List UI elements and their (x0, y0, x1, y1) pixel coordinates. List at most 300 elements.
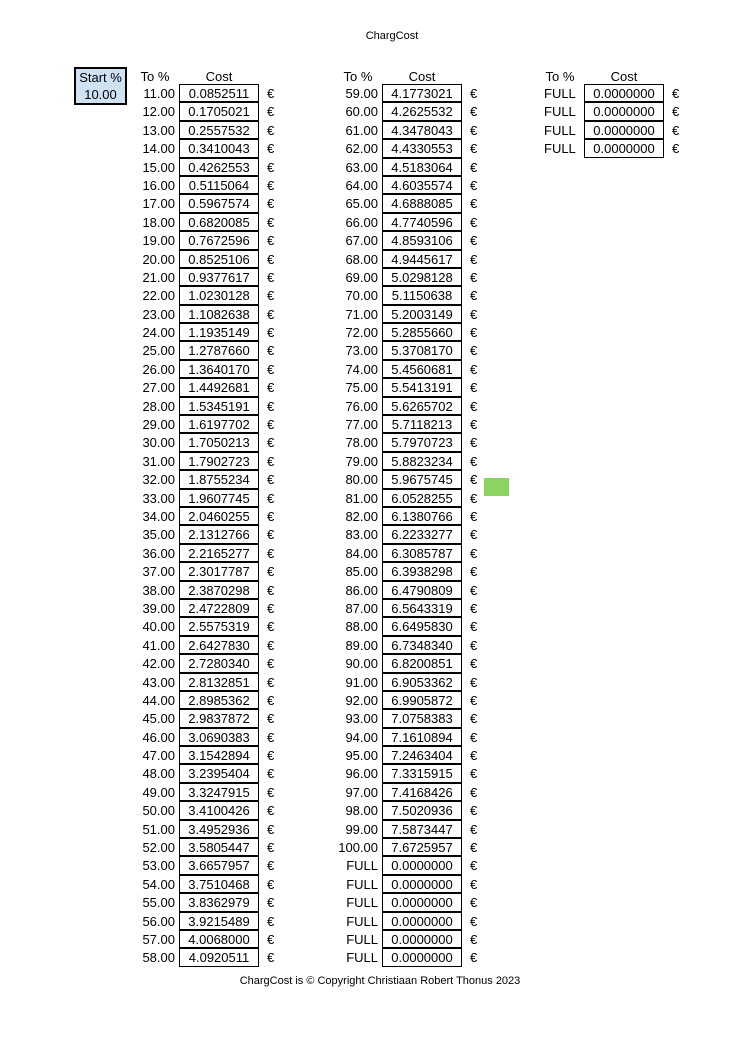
euro-sign: € (267, 325, 275, 341)
cost-cell[interactable]: 0.7672596 (179, 231, 259, 249)
euro-sign: € (267, 637, 275, 653)
cost-cell[interactable]: 3.1542894 (179, 746, 259, 764)
euro-sign: € (267, 950, 275, 966)
euro-sign: € (267, 619, 275, 635)
euro-sign: € (470, 361, 478, 377)
cost-cell[interactable]: 6.8200851 (382, 654, 462, 672)
euro-sign: € (267, 582, 275, 598)
cost-cell[interactable]: 3.8362979 (179, 893, 259, 911)
cost-cell[interactable]: 2.8985362 (179, 691, 259, 709)
to-percent-cell: 33.00 (142, 490, 175, 506)
to-percent-cell: 39.00 (142, 600, 175, 616)
cost-cell[interactable]: 5.0298128 (382, 268, 462, 286)
cost-cell[interactable]: 7.1610894 (382, 728, 462, 746)
cost-cell[interactable]: 0.0000000 (584, 121, 664, 139)
cost-cell[interactable]: 7.3315915 (382, 764, 462, 782)
start-percent-label: Start % (79, 70, 122, 85)
to-percent-header: To % (343, 69, 373, 84)
euro-sign: € (470, 637, 478, 653)
euro-sign: € (470, 931, 478, 947)
to-percent-cell: FULL (544, 86, 576, 101)
to-percent-cell: 68.00 (345, 251, 378, 267)
cost-cell[interactable]: 1.1935149 (179, 323, 259, 341)
euro-sign: € (470, 895, 478, 911)
cost-cell[interactable]: 2.3017787 (179, 562, 259, 580)
cost-cell[interactable]: 6.6495830 (382, 617, 462, 635)
to-percent-cell: 98.00 (345, 803, 378, 819)
to-percent-cell: 56.00 (142, 913, 175, 929)
euro-sign: € (470, 913, 478, 929)
cost-cell[interactable]: 6.9053362 (382, 673, 462, 691)
euro-sign: € (470, 159, 478, 175)
euro-sign: € (267, 435, 275, 451)
cost-cell[interactable]: 0.0000000 (584, 139, 664, 157)
cost-cell[interactable]: 1.5345191 (179, 397, 259, 415)
cost-cell[interactable]: 4.0920511 (179, 948, 259, 966)
cost-cell[interactable]: 7.6725957 (382, 838, 462, 856)
to-percent-cell: 20.00 (142, 251, 175, 267)
to-percent-cell: 27.00 (142, 380, 175, 396)
euro-sign: € (267, 729, 275, 745)
to-percent-cell: 43.00 (142, 674, 175, 690)
cost-cell[interactable]: 3.4100426 (179, 801, 259, 819)
euro-sign: € (470, 233, 478, 249)
to-percent-cell: 88.00 (345, 619, 378, 635)
cost-cell[interactable]: 1.4492681 (179, 378, 259, 396)
to-percent-cell: 86.00 (345, 582, 378, 598)
cost-cell[interactable]: 0.0852511 (179, 84, 259, 102)
euro-sign: € (470, 453, 478, 469)
euro-sign: € (267, 895, 275, 911)
cost-cell[interactable]: 7.5020936 (382, 801, 462, 819)
euro-sign: € (267, 527, 275, 543)
to-percent-cell: FULL (346, 950, 378, 966)
to-percent-cell: 99.00 (345, 821, 378, 837)
euro-sign: € (267, 840, 275, 856)
euro-sign: € (470, 251, 478, 267)
cost-cell[interactable]: 2.5575319 (179, 617, 259, 635)
cost-cell[interactable]: 4.2625532 (382, 102, 462, 120)
euro-sign: € (267, 766, 275, 782)
euro-sign: € (470, 784, 478, 800)
to-percent-cell: 93.00 (345, 711, 378, 727)
to-percent-cell: 17.00 (142, 196, 175, 212)
euro-sign: € (470, 674, 478, 690)
cost-cell[interactable]: 0.9377617 (179, 268, 259, 286)
to-percent-cell: 89.00 (345, 637, 378, 653)
euro-sign: € (267, 417, 275, 433)
to-percent-cell: 81.00 (345, 490, 378, 506)
to-percent-cell: FULL (346, 858, 378, 874)
euro-sign: € (470, 545, 478, 561)
euro-sign: € (470, 214, 478, 230)
euro-sign: € (470, 692, 478, 708)
euro-sign: € (470, 619, 478, 635)
euro-sign: € (470, 490, 478, 506)
to-percent-cell: 47.00 (142, 748, 175, 764)
euro-sign: € (470, 656, 478, 672)
to-percent-cell: FULL (544, 141, 576, 157)
euro-sign: € (267, 600, 275, 616)
euro-sign: € (470, 306, 478, 322)
cost-cell[interactable]: 6.3938298 (382, 562, 462, 580)
euro-sign: € (267, 913, 275, 929)
cost-cell[interactable]: 7.2463404 (382, 746, 462, 764)
cost-cell[interactable]: 3.4952936 (179, 820, 259, 838)
cost-cell[interactable]: 7.5873447 (382, 820, 462, 838)
euro-sign: € (470, 840, 478, 856)
to-percent-cell: 30.00 (142, 435, 175, 451)
cost-cell[interactable]: 6.9905872 (382, 691, 462, 709)
to-percent-cell: 67.00 (345, 233, 378, 249)
euro-sign: € (672, 122, 680, 138)
to-percent-cell: 59.00 (345, 86, 378, 101)
euro-sign: € (267, 269, 275, 285)
euro-sign: € (267, 472, 275, 488)
start-percent-value[interactable]: 10.00 (84, 87, 117, 102)
cost-cell[interactable]: 0.1705021 (179, 102, 259, 120)
to-percent-cell: 73.00 (345, 343, 378, 359)
to-percent-cell: 82.00 (345, 508, 378, 524)
cost-cell[interactable]: 0.0000000 (382, 912, 462, 930)
to-percent-cell: 53.00 (142, 858, 175, 874)
cost-cell[interactable]: 0.6820085 (179, 213, 259, 231)
cost-cell[interactable]: 5.5413191 (382, 378, 462, 396)
cost-cell[interactable]: 3.9215489 (179, 912, 259, 930)
to-percent-cell: 37.00 (142, 564, 175, 580)
cost-cell[interactable]: 2.7280340 (179, 654, 259, 672)
cost-cell[interactable]: 0.0000000 (382, 875, 462, 893)
to-percent-cell: 91.00 (345, 674, 378, 690)
cost-cell[interactable]: 6.5643319 (382, 599, 462, 617)
cost-cell[interactable]: 3.6657957 (179, 856, 259, 874)
to-percent-cell: 14.00 (142, 141, 175, 157)
cost-cell[interactable]: 2.2165277 (179, 544, 259, 562)
euro-sign: € (470, 380, 478, 396)
euro-sign: € (267, 821, 275, 837)
euro-sign: € (470, 729, 478, 745)
cost-cell[interactable]: 4.3478043 (382, 121, 462, 139)
to-percent-cell: 66.00 (345, 214, 378, 230)
euro-sign: € (470, 600, 478, 616)
to-percent-cell: 87.00 (345, 600, 378, 616)
to-percent-cell: 22.00 (142, 288, 175, 304)
cost-cell[interactable]: 7.0758383 (382, 709, 462, 727)
to-percent-cell: 97.00 (345, 784, 378, 800)
euro-sign: € (470, 398, 478, 414)
to-percent-cell: 49.00 (142, 784, 175, 800)
to-percent-cell: 94.00 (345, 729, 378, 745)
to-percent-cell: 15.00 (142, 159, 175, 175)
cost-cell[interactable]: 0.0000000 (382, 930, 462, 948)
euro-sign: € (470, 288, 478, 304)
to-percent-cell: 95.00 (345, 748, 378, 764)
euro-sign: € (267, 803, 275, 819)
to-percent-cell: 62.00 (345, 141, 378, 157)
cost-cell[interactable]: 2.6427830 (179, 636, 259, 654)
cost-cell[interactable]: 3.3247915 (179, 783, 259, 801)
cost-cell[interactable]: 1.7050213 (179, 433, 259, 451)
euro-sign: € (470, 86, 478, 101)
cost-cell[interactable]: 7.4168426 (382, 783, 462, 801)
cost-cell[interactable]: 0.3410043 (179, 139, 259, 157)
to-percent-cell: 60.00 (345, 104, 378, 120)
cost-cell[interactable]: 0.5115064 (179, 176, 259, 194)
euro-sign: € (267, 748, 275, 764)
cost-cell[interactable]: 0.4262553 (179, 158, 259, 176)
cost-header: Cost (408, 69, 436, 84)
euro-sign: € (267, 508, 275, 524)
euro-sign: € (267, 545, 275, 561)
to-percent-cell: 71.00 (345, 306, 378, 322)
to-percent-cell: FULL (544, 104, 576, 120)
cost-cell[interactable]: 4.8593106 (382, 231, 462, 249)
selected-row-marker (484, 478, 509, 496)
to-percent-cell: 51.00 (142, 821, 175, 837)
to-percent-cell: 35.00 (142, 527, 175, 543)
cost-cell[interactable]: 5.7118213 (382, 415, 462, 433)
cost-cell[interactable]: 1.6197702 (179, 415, 259, 433)
euro-sign: € (267, 490, 275, 506)
cost-cell[interactable]: 6.2233277 (382, 525, 462, 543)
to-percent-cell: 29.00 (142, 417, 175, 433)
cost-cell[interactable]: 2.9837872 (179, 709, 259, 727)
euro-sign: € (470, 564, 478, 580)
euro-sign: € (267, 214, 275, 230)
cost-cell[interactable]: 4.0068000 (179, 930, 259, 948)
to-percent-cell: 23.00 (142, 306, 175, 322)
to-percent-cell: 19.00 (142, 233, 175, 249)
cost-cell[interactable]: 0.0000000 (584, 102, 664, 120)
euro-sign: € (267, 674, 275, 690)
euro-sign: € (470, 582, 478, 598)
to-percent-cell: 79.00 (345, 453, 378, 469)
cost-cell[interactable]: 3.7510468 (179, 875, 259, 893)
euro-sign: € (267, 141, 275, 157)
to-percent-cell: 65.00 (345, 196, 378, 212)
to-percent-cell: 46.00 (142, 729, 175, 745)
to-percent-cell: 26.00 (142, 361, 175, 377)
cost-cell[interactable]: 5.1150638 (382, 286, 462, 304)
euro-sign: € (267, 233, 275, 249)
euro-sign: € (267, 159, 275, 175)
to-percent-cell: 42.00 (142, 656, 175, 672)
cost-cell[interactable]: 5.7970723 (382, 433, 462, 451)
cost-cell[interactable]: 4.7740596 (382, 213, 462, 231)
to-percent-cell: 24.00 (142, 325, 175, 341)
euro-sign: € (267, 858, 275, 874)
to-percent-cell: 40.00 (142, 619, 175, 635)
to-percent-cell: 38.00 (142, 582, 175, 598)
cost-cell[interactable]: 5.8823234 (382, 452, 462, 470)
to-percent-cell: 58.00 (142, 950, 175, 966)
euro-sign: € (267, 86, 275, 101)
euro-sign: € (470, 508, 478, 524)
to-percent-cell: 74.00 (345, 361, 378, 377)
to-percent-header: To % (545, 69, 575, 84)
euro-sign: € (267, 361, 275, 377)
to-percent-cell: 28.00 (142, 398, 175, 414)
to-percent-cell: 63.00 (345, 159, 378, 175)
to-percent-cell: 78.00 (345, 435, 378, 451)
cost-cell[interactable]: 1.8755234 (179, 470, 259, 488)
euro-sign: € (470, 527, 478, 543)
euro-sign: € (470, 325, 478, 341)
to-percent-cell: 85.00 (345, 564, 378, 580)
euro-sign: € (470, 196, 478, 212)
to-percent-cell: 45.00 (142, 711, 175, 727)
euro-sign: € (267, 398, 275, 414)
euro-sign: € (470, 177, 478, 193)
euro-sign: € (470, 269, 478, 285)
to-percent-cell: 57.00 (142, 931, 175, 947)
cost-cell[interactable]: 2.1312766 (179, 525, 259, 543)
euro-sign: € (470, 711, 478, 727)
to-percent-cell: 44.00 (142, 692, 175, 708)
to-percent-cell: 84.00 (345, 545, 378, 561)
to-percent-cell: 12.00 (142, 104, 175, 120)
euro-sign: € (470, 766, 478, 782)
cost-cell[interactable]: 1.7902723 (179, 452, 259, 470)
euro-sign: € (672, 104, 680, 120)
to-percent-cell: 52.00 (142, 840, 175, 856)
to-percent-cell: 41.00 (142, 637, 175, 653)
cost-cell[interactable]: 1.9607745 (179, 489, 259, 507)
to-percent-cell: 61.00 (345, 122, 378, 138)
euro-sign: € (267, 380, 275, 396)
to-percent-header: To % (140, 69, 170, 84)
cost-cell[interactable]: 2.4722809 (179, 599, 259, 617)
to-percent-cell: 80.00 (345, 472, 378, 488)
to-percent-cell: 11.00 (143, 86, 175, 101)
to-percent-cell: 50.00 (142, 803, 175, 819)
cost-cell[interactable]: 4.5183064 (382, 158, 462, 176)
to-percent-cell: 16.00 (142, 177, 175, 193)
to-percent-cell: 54.00 (142, 876, 175, 892)
euro-sign: € (267, 656, 275, 672)
euro-sign: € (470, 141, 478, 157)
euro-sign: € (470, 122, 478, 138)
cost-cell[interactable]: 0.0000000 (382, 893, 462, 911)
to-percent-cell: FULL (346, 876, 378, 892)
cost-cell[interactable]: 1.3640170 (179, 360, 259, 378)
euro-sign: € (470, 858, 478, 874)
cost-cell[interactable]: 6.7348340 (382, 636, 462, 654)
to-percent-cell: 77.00 (345, 417, 378, 433)
cost-cell[interactable]: 0.0000000 (382, 948, 462, 966)
euro-sign: € (267, 306, 275, 322)
cost-cell[interactable]: 3.5805447 (179, 838, 259, 856)
cost-cell[interactable]: 4.6888085 (382, 194, 462, 212)
euro-sign: € (672, 86, 680, 101)
to-percent-cell: 76.00 (345, 398, 378, 414)
to-percent-cell: 13.00 (142, 122, 175, 138)
euro-sign: € (470, 803, 478, 819)
cost-cell[interactable]: 6.1380766 (382, 507, 462, 525)
euro-sign: € (267, 288, 275, 304)
euro-sign: € (267, 177, 275, 193)
to-percent-cell: FULL (544, 122, 576, 138)
to-percent-cell: 75.00 (345, 380, 378, 396)
to-percent-cell: 70.00 (345, 288, 378, 304)
cost-cell[interactable]: 2.8132851 (179, 673, 259, 691)
euro-sign: € (470, 104, 478, 120)
euro-sign: € (267, 122, 275, 138)
to-percent-cell: FULL (346, 931, 378, 947)
to-percent-cell: FULL (346, 913, 378, 929)
cost-cell[interactable]: 0.0000000 (382, 856, 462, 874)
euro-sign: € (267, 876, 275, 892)
to-percent-cell: 31.00 (142, 453, 175, 469)
cost-cell[interactable]: 1.1082638 (179, 305, 259, 323)
euro-sign: € (267, 196, 275, 212)
euro-sign: € (470, 950, 478, 966)
cost-cell[interactable]: 1.2787660 (179, 341, 259, 359)
to-percent-cell: 55.00 (142, 895, 175, 911)
to-percent-cell: 21.00 (142, 269, 175, 285)
cost-cell[interactable]: 6.4790809 (382, 581, 462, 599)
to-percent-cell: FULL (346, 895, 378, 911)
to-percent-cell: 69.00 (345, 269, 378, 285)
cost-cell[interactable]: 6.0528255 (382, 489, 462, 507)
to-percent-cell: 96.00 (345, 766, 378, 782)
cost-cell[interactable]: 0.5967574 (179, 194, 259, 212)
cost-cell[interactable]: 5.2003149 (382, 305, 462, 323)
to-percent-cell: 18.00 (142, 214, 175, 230)
cost-cell[interactable]: 3.2395404 (179, 764, 259, 782)
cost-cell[interactable]: 0.0000000 (584, 84, 664, 102)
cost-cell[interactable]: 4.9445617 (382, 250, 462, 268)
euro-sign: € (267, 564, 275, 580)
to-percent-cell: 83.00 (345, 527, 378, 543)
cost-cell[interactable]: 5.2855660 (382, 323, 462, 341)
cost-cell[interactable]: 6.3085787 (382, 544, 462, 562)
to-percent-cell: 64.00 (345, 177, 378, 193)
euro-sign: € (267, 784, 275, 800)
cost-cell[interactable]: 5.9675745 (382, 470, 462, 488)
euro-sign: € (267, 692, 275, 708)
cost-cell[interactable]: 4.4330553 (382, 139, 462, 157)
cost-cell[interactable]: 3.0690383 (179, 728, 259, 746)
euro-sign: € (470, 748, 478, 764)
cost-cell[interactable]: 0.8525106 (179, 250, 259, 268)
document-title: ChargCost (365, 30, 419, 42)
cost-cell[interactable]: 5.4560681 (382, 360, 462, 378)
euro-sign: € (470, 472, 478, 488)
euro-sign: € (267, 931, 275, 947)
cost-cell[interactable]: 0.2557532 (179, 121, 259, 139)
cost-cell[interactable]: 4.1773021 (382, 84, 462, 102)
cost-cell[interactable]: 1.0230128 (179, 286, 259, 304)
start-percent-box[interactable] (74, 67, 127, 105)
to-percent-cell: 92.00 (345, 692, 378, 708)
cost-cell[interactable]: 2.3870298 (179, 581, 259, 599)
to-percent-cell: 34.00 (142, 508, 175, 524)
euro-sign: € (470, 821, 478, 837)
cost-cell[interactable]: 5.3708170 (382, 341, 462, 359)
cost-header: Cost (205, 69, 233, 84)
euro-sign: € (267, 343, 275, 359)
cost-cell[interactable]: 5.6265702 (382, 397, 462, 415)
euro-sign: € (267, 711, 275, 727)
cost-cell[interactable]: 4.6035574 (382, 176, 462, 194)
euro-sign: € (267, 453, 275, 469)
cost-cell[interactable]: 2.0460255 (179, 507, 259, 525)
euro-sign: € (267, 104, 275, 120)
to-percent-cell: 48.00 (142, 766, 175, 782)
euro-sign: € (267, 251, 275, 267)
euro-sign: € (470, 435, 478, 451)
